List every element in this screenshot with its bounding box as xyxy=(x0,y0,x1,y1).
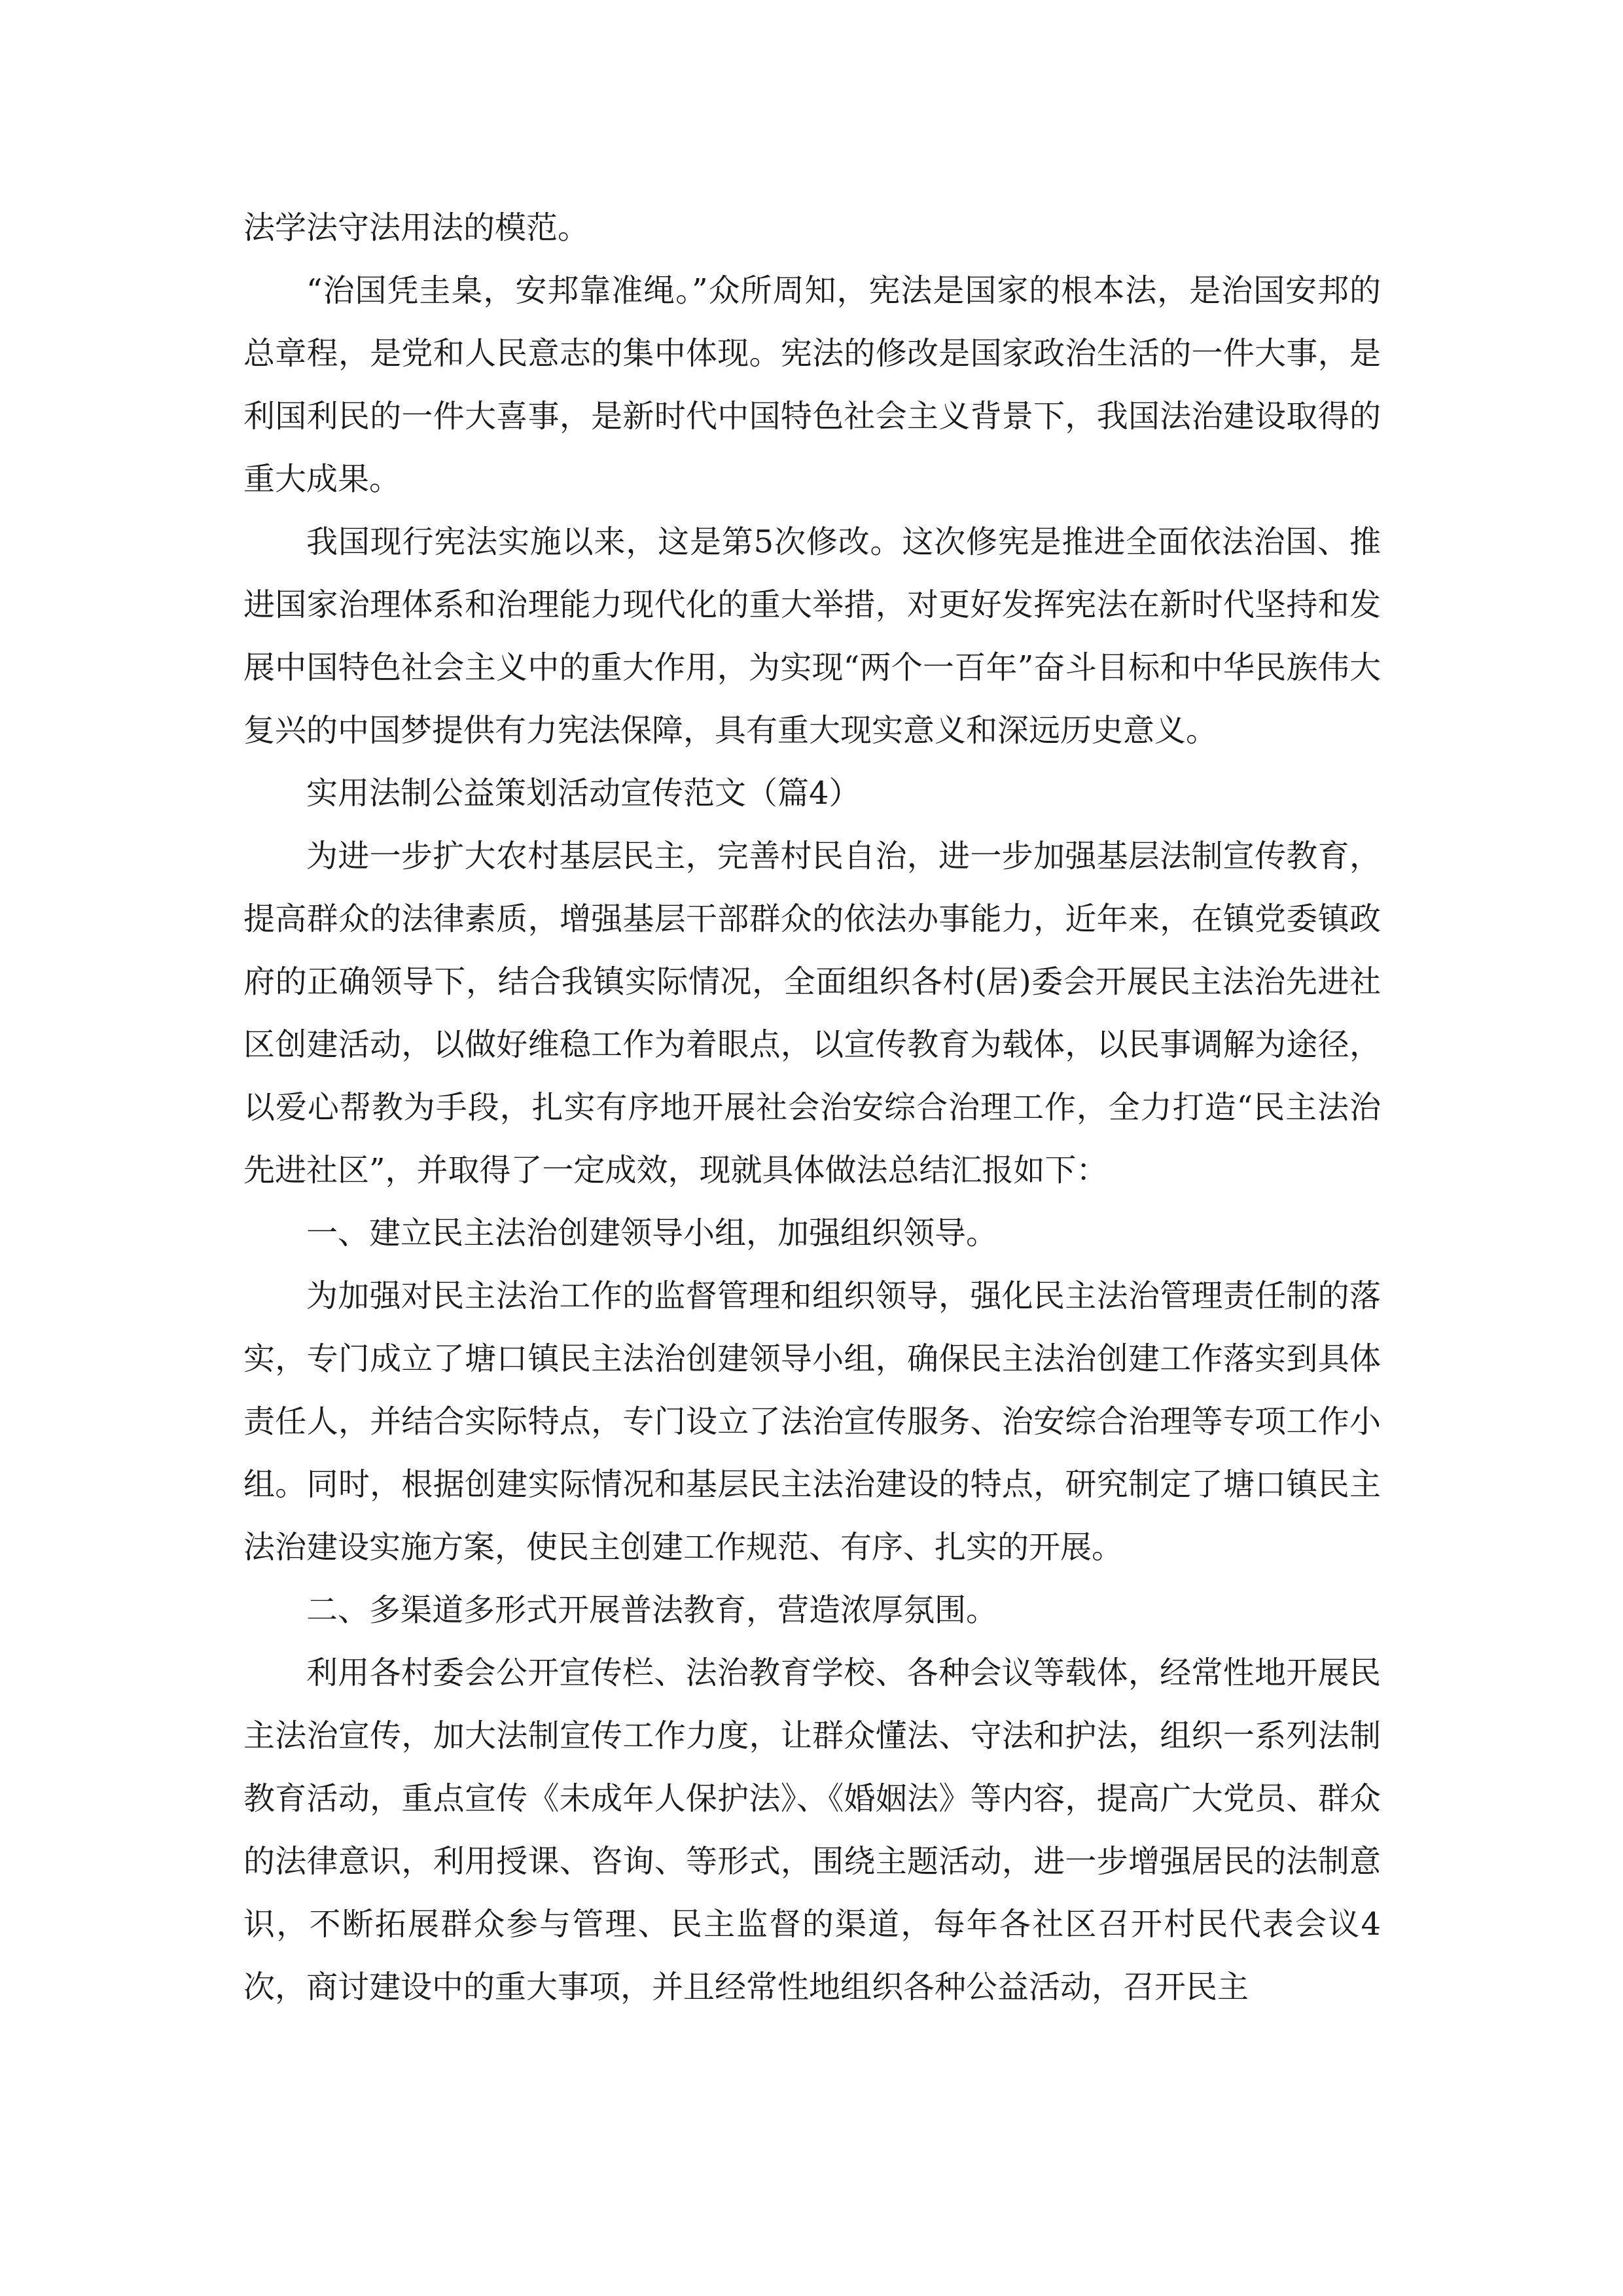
body-text xyxy=(243,196,1381,2018)
paragraph: 法学法守法用法的模范。 xyxy=(243,209,590,246)
paragraph: “治国凭圭臬，安邦靠准绳。”众所周知，宪法是国家的根本法，是治国安邦的总章程，是党和人民意志的集中体现。宪法的修改是国家政治生活的一件大事，是利国利民的一件大喜事，是新时代中国特色社会主义背景下，我国法治建设取得的重大成果。 xyxy=(243,272,1381,497)
section-heading: 二、多渠道多形式开展普法教育，营造浓厚氛围。 xyxy=(306,1592,998,1628)
paragraph: 为进一步扩大农村基层民主，完善村民自治，进一步加强基层法制宣传教育，提高群众的法律素质，增强基层干部群众的依法办事能力，近年来，在镇党委镇政府的正确领导下，结合我镇实际情况，全面组织各村(居)委会开展民主法治先进社区创建活动，以做好维稳工作为着眼点，以宣传教育为载体，以民事调解为途径，以爱心帮教为手段，扎实有序地开展社会治安综合治理工作，全力打造“民主法治先进社区”，并取得了一定成效，现就具体做法总结汇报如下： xyxy=(243,838,1381,1189)
paragraph: 我国现行宪法实施以来，这是第5次修改。这次修宪是推进全面依法治国、推进国家治理体系和治理能力现代化的重大举措，对更好发挥宪法在新时代坚持和发展中国特色社会主义中的重大作用，为实现“两个一百年”奋斗目标和中华民族伟大复兴的中国梦提供有力宪法保障，具有重大现实意义和深远历史意义。 xyxy=(243,524,1381,749)
paragraph: 为加强对民主法治工作的监督管理和组织领导，强化民主法治管理责任制的落实，专门成立了塘口镇民主法治创建领导小组，确保民主法治创建工作落实到具体责任人，并结合实际特点，专门设立了法治宣传服务、治安综合治理等专项工作小组。同时，根据创建实际情况和基层民主法治建设的特点，研究制定了塘口镇民主法治建设实施方案，使民主创建工作规范、有序、扎实的开展。 xyxy=(243,1278,1381,1566)
section-heading: 一、建立民主法治创建领导小组，加强组织领导。 xyxy=(306,1215,998,1251)
section-title: 实用法制公益策划活动宣传范文（篇4） xyxy=(306,775,861,812)
paragraph: 利用各村委会公开宣传栏、法治教育学校、各种会议等载体，经常性地开展民主法治宣传，加大法制宣传工作力度，让群众懂法、守法和护法，组织一系列法制教育活动，重点宣传《未成年人保护法》、《婚姻法》等内容，提高广大党员、群众的法律意识，利用授课、咨询、等形式，围绕主题活动，进一步增强居民的法制意识，不断拓展群众参与管理、民主监督的渠道，每年各社区召开村民代表会议4次，商讨建设中的重大事项，并且经常性地组织各种公益活动，召开民主 xyxy=(243,1655,1381,2005)
